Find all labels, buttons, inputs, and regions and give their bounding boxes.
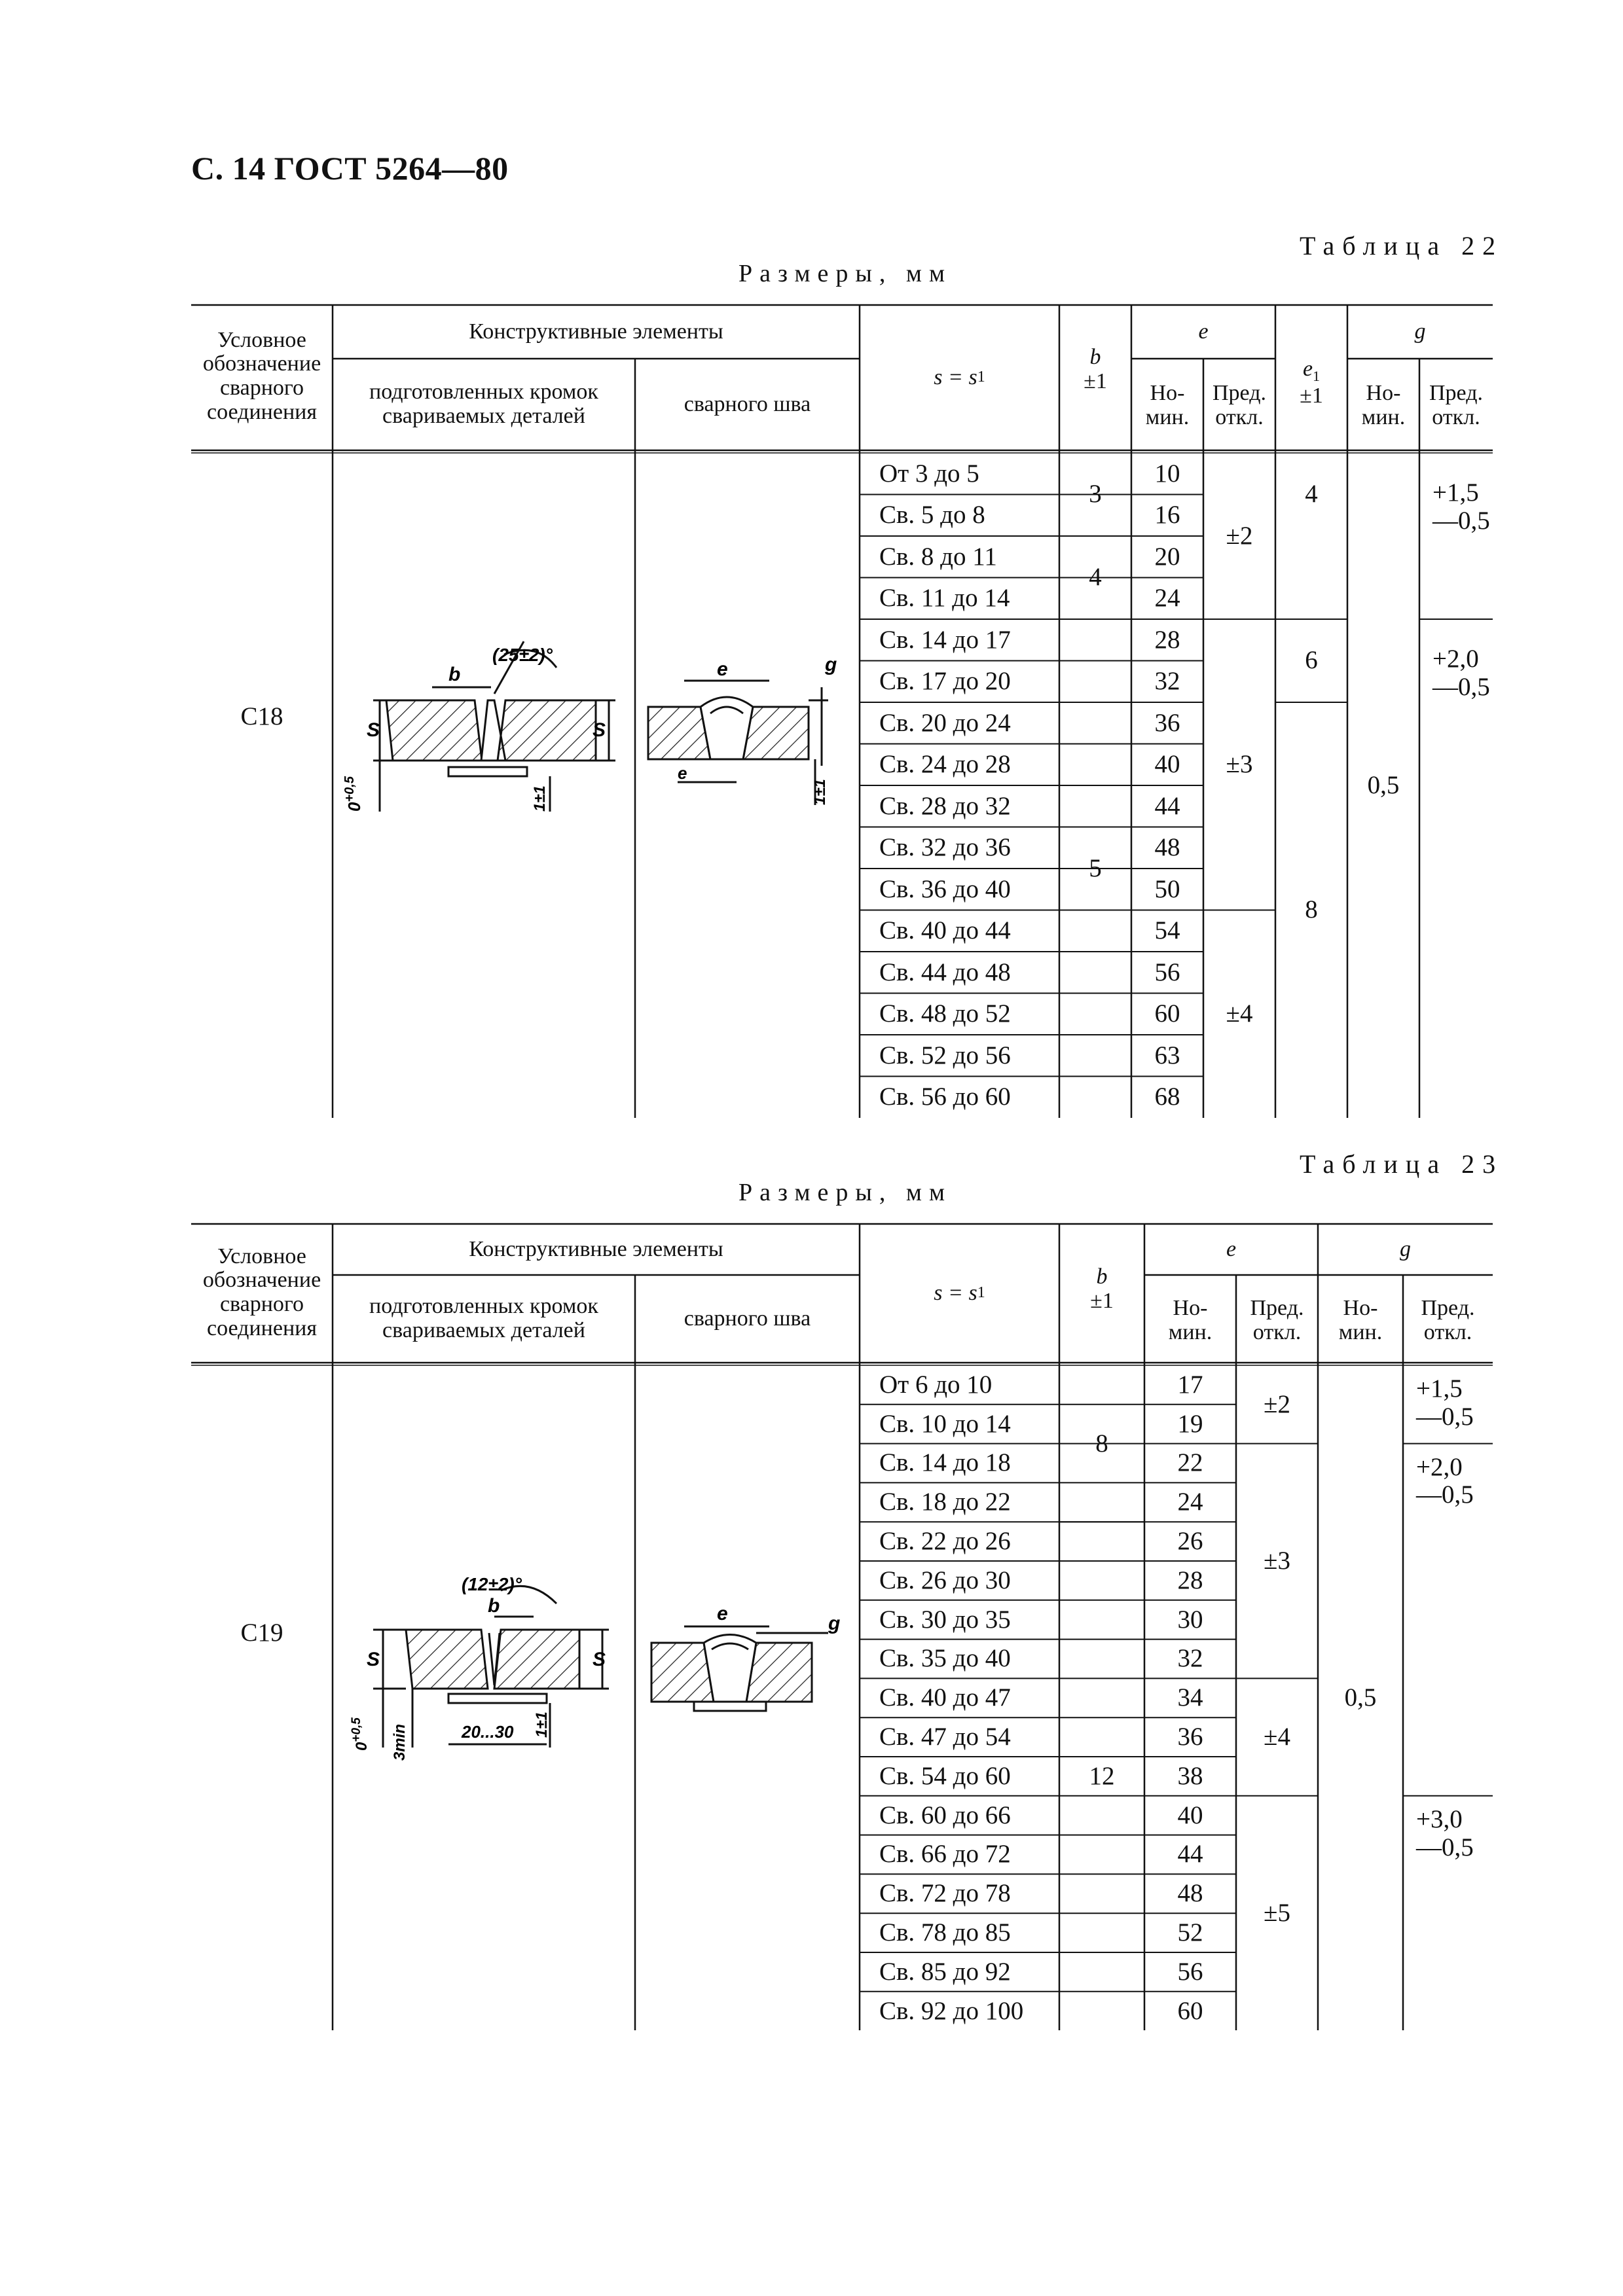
tolerance-line: +2,0 bbox=[1432, 645, 1479, 673]
b-label: b bbox=[488, 1595, 500, 1617]
constructive-header: Конструктивные элементы bbox=[469, 1236, 723, 1261]
e1-tolerance: ±1 bbox=[1300, 383, 1323, 408]
e-nominal-cell: 50 bbox=[1154, 874, 1180, 903]
e-nominal-cell: 34 bbox=[1177, 1683, 1203, 1712]
e-nominal-header bbox=[1144, 1282, 1236, 1360]
e-nominal-cell: 48 bbox=[1177, 1879, 1203, 1908]
e-deviation-cell: ±2 bbox=[1226, 521, 1253, 550]
thickness-range-cell: Св. 26 до 30 bbox=[879, 1566, 1011, 1594]
s1-label: S bbox=[593, 1649, 606, 1670]
gap-value: 0 bbox=[353, 1742, 371, 1751]
header-line: соединения bbox=[207, 1316, 317, 1340]
e-nominal-cell: 26 bbox=[1177, 1527, 1203, 1556]
e-nominal-cell: 56 bbox=[1177, 1957, 1203, 1986]
e-nominal-cell: 19 bbox=[1177, 1409, 1203, 1438]
e-header: e bbox=[1198, 319, 1209, 344]
g-header: g bbox=[1414, 319, 1426, 344]
e-deviation-cell: ±3 bbox=[1264, 1546, 1290, 1575]
constructive-header: Конструктивные элементы bbox=[469, 319, 723, 344]
thickness-range-cell: Св. 14 до 18 bbox=[879, 1448, 1011, 1477]
b-tolerance: ±1 bbox=[1090, 1289, 1114, 1313]
b-header bbox=[1059, 1247, 1144, 1332]
header-line: мин. bbox=[1168, 1320, 1213, 1344]
e-nominal-cell: 20 bbox=[1154, 542, 1180, 571]
e-deviation-cell: ±4 bbox=[1226, 999, 1253, 1028]
header-line: откл. bbox=[1252, 1320, 1302, 1344]
e-label: e bbox=[717, 658, 728, 680]
thickness-range-cell: Св. 30 до 35 bbox=[879, 1605, 1011, 1634]
thickness-range-cell: Св. 17 до 20 bbox=[879, 667, 1011, 696]
prepared-edges-header bbox=[333, 1275, 635, 1363]
angle-label: (25±2)° bbox=[492, 645, 553, 665]
header-line: мин. bbox=[1145, 405, 1190, 429]
thickness-range-cell: Св. 52 до 56 bbox=[879, 1041, 1011, 1069]
e-nominal-cell: 17 bbox=[1177, 1370, 1203, 1399]
e-nominal-cell: 24 bbox=[1154, 584, 1180, 613]
tolerance-line: —0,5 bbox=[1416, 1402, 1474, 1431]
thickness-range-cell: От 3 до 5 bbox=[879, 459, 979, 488]
header-line: обозначение bbox=[202, 1268, 321, 1293]
e-deviation-cell: ±5 bbox=[1264, 1899, 1290, 1928]
thickness-range-cell: Св. 47 до 54 bbox=[879, 1723, 1011, 1751]
header-line: мин. bbox=[1361, 405, 1406, 429]
e-nominal-cell: 40 bbox=[1177, 1801, 1203, 1829]
gap-label bbox=[350, 1717, 371, 1751]
thickness-header bbox=[860, 1224, 1059, 1363]
thickness-range-cell: Св. 28 до 32 bbox=[879, 791, 1011, 820]
header-line: Но- bbox=[1343, 1296, 1378, 1321]
g-label: g bbox=[828, 1613, 841, 1634]
thickness-range-cell: Св. 35 до 40 bbox=[879, 1644, 1011, 1673]
header-line: Пред. bbox=[1429, 381, 1483, 406]
header-line: Но- bbox=[1366, 381, 1401, 406]
e-nominal-cell: 16 bbox=[1154, 501, 1180, 529]
g-deviation-cell bbox=[1403, 1444, 1493, 1796]
b-value-cell: 5 bbox=[1089, 853, 1102, 882]
e-nominal-cell: 56 bbox=[1154, 958, 1180, 986]
e-nominal-cell: 38 bbox=[1177, 1761, 1203, 1790]
b-value-cell: 12 bbox=[1089, 1761, 1115, 1790]
e-deviation-cell: ±3 bbox=[1226, 750, 1253, 779]
thickness-range-cell: Св. 36 до 40 bbox=[879, 874, 1011, 903]
b-value-cell: 3 bbox=[1089, 480, 1102, 509]
b-value-cell: 8 bbox=[1095, 1429, 1108, 1458]
e-nominal-cell: 60 bbox=[1154, 999, 1180, 1028]
thickness-range-cell: Св. 10 до 14 bbox=[879, 1409, 1011, 1438]
tolerance-line: +3,0 bbox=[1416, 1804, 1463, 1833]
backing-thickness-label: 1±1 bbox=[531, 785, 549, 812]
thickness-range-cell: Св. 56 до 60 bbox=[879, 1083, 1011, 1111]
thickness-range-cell: Св. 85 до 92 bbox=[879, 1957, 1011, 1986]
tolerance-line: +1,5 bbox=[1416, 1374, 1463, 1403]
backing-thickness-label: 1±1 bbox=[811, 779, 829, 805]
e-deviation-cell: ±4 bbox=[1264, 1723, 1290, 1751]
e1-value-cell: 6 bbox=[1305, 646, 1318, 675]
thickness-range-cell: Св. 14 до 17 bbox=[879, 625, 1011, 654]
thickness-range-cell: Св. 32 до 36 bbox=[879, 833, 1011, 862]
thickness-range-cell: Св. 72 до 78 bbox=[879, 1879, 1011, 1908]
thickness-range-cell: Св. 24 до 28 bbox=[879, 750, 1011, 779]
e-nominal-cell: 32 bbox=[1177, 1644, 1203, 1673]
thickness-range-cell: Св. 66 до 72 bbox=[879, 1840, 1011, 1869]
table-23-label: Таблица 23 bbox=[1300, 1149, 1504, 1179]
thickness-range-cell: Св. 8 до 11 bbox=[879, 542, 997, 571]
header-line: Пред. bbox=[1421, 1296, 1475, 1321]
header-line: подготовленных кромок bbox=[369, 1294, 598, 1319]
thickness-range-cell: Св. 40 до 47 bbox=[879, 1683, 1011, 1712]
s-label: S bbox=[367, 1649, 380, 1670]
tolerance-line: —0,5 bbox=[1416, 1833, 1474, 1861]
header-line: Условное bbox=[217, 327, 306, 352]
g-header: g bbox=[1400, 1236, 1411, 1261]
g-deviation-cell bbox=[1403, 1796, 1493, 2031]
table-22-label: Таблица 22 bbox=[1300, 231, 1504, 260]
gap-tolerance: +0,5 bbox=[342, 776, 357, 802]
g-label: g bbox=[825, 654, 837, 675]
tolerance-line: +1,5 bbox=[1432, 478, 1479, 507]
thickness-range-cell: Св. 22 до 26 bbox=[879, 1527, 1011, 1556]
header-line: подготовленных кромок bbox=[369, 380, 598, 404]
header-line: сварного bbox=[219, 376, 304, 400]
header-line: Условное bbox=[217, 1244, 306, 1268]
e1-subscript: 1 bbox=[1313, 368, 1321, 385]
thickness-range-cell: Св. 54 до 60 bbox=[879, 1761, 1011, 1790]
gap-value: 0 bbox=[344, 802, 364, 812]
e-nominal-cell: 63 bbox=[1154, 1041, 1180, 1069]
b-label: b bbox=[448, 664, 461, 685]
header-line: Но- bbox=[1173, 1296, 1208, 1321]
g-nominal-cell: 0,5 bbox=[1367, 770, 1400, 799]
g-nominal-header bbox=[1318, 1282, 1403, 1360]
b-symbol: b bbox=[1089, 345, 1101, 370]
thickness-range-cell: Св. 20 до 24 bbox=[879, 708, 1011, 737]
designation-c18: С18 bbox=[240, 702, 283, 730]
b-symbol: b bbox=[1096, 1265, 1108, 1289]
e-nominal-cell: 60 bbox=[1177, 1996, 1203, 2025]
e-label: e bbox=[717, 1603, 728, 1624]
weld-seam-header: сварного шва bbox=[684, 1306, 811, 1331]
e-header: e bbox=[1226, 1236, 1237, 1261]
thickness-symbol: s = s bbox=[934, 365, 977, 389]
designation-c19: С19 bbox=[240, 1618, 283, 1647]
min-label: 3min bbox=[391, 1723, 409, 1761]
e-nominal-cell: 36 bbox=[1177, 1723, 1203, 1751]
e-nominal-cell: 44 bbox=[1177, 1840, 1203, 1869]
thickness-range-cell: Св. 5 до 8 bbox=[879, 501, 985, 529]
e-nominal-cell: 40 bbox=[1154, 750, 1180, 779]
b-tolerance: ±1 bbox=[1084, 369, 1107, 393]
e-nominal-cell: 24 bbox=[1177, 1488, 1203, 1516]
tolerance-line: —0,5 bbox=[1416, 1480, 1474, 1509]
e-deviation-header bbox=[1236, 1282, 1318, 1360]
thickness-subscript: 1 bbox=[977, 368, 985, 386]
g-deviation-cell bbox=[1403, 1365, 1493, 1444]
e-nominal-cell: 68 bbox=[1154, 1083, 1180, 1111]
c19-weld-seam-drawing bbox=[638, 1597, 861, 1754]
page-header: С. 14 ГОСТ 5264—80 bbox=[191, 150, 509, 187]
e-nominal-cell: 10 bbox=[1154, 459, 1180, 488]
header-line: свариваемых деталей bbox=[382, 1318, 585, 1342]
e1-value-cell: 8 bbox=[1305, 895, 1318, 924]
e-deviation-cell: ±2 bbox=[1264, 1390, 1290, 1418]
header-line: мин. bbox=[1338, 1320, 1383, 1344]
thickness-range-cell: От 6 до 10 bbox=[879, 1370, 993, 1399]
thickness-range-cell: Св. 92 до 100 bbox=[879, 1996, 1024, 2025]
c19-edge-preparation-drawing bbox=[334, 1551, 635, 1774]
b-value-cell: 4 bbox=[1089, 563, 1102, 592]
thickness-range-cell: Св. 44 до 48 bbox=[879, 958, 1011, 986]
g-nominal-cell: 0,5 bbox=[1344, 1683, 1377, 1712]
header-line: свариваемых деталей bbox=[382, 404, 585, 428]
header-line: откл. bbox=[1432, 405, 1480, 429]
header-line: Но- bbox=[1150, 381, 1185, 406]
e-nominal-cell: 44 bbox=[1154, 791, 1180, 820]
header-line: обозначение bbox=[202, 351, 321, 376]
thickness-symbol: s = s bbox=[934, 1280, 977, 1305]
tolerance-line: —0,5 bbox=[1432, 672, 1490, 701]
e-nominal-cell: 28 bbox=[1154, 625, 1180, 654]
e-nominal-cell: 54 bbox=[1154, 916, 1180, 945]
table-22-sizes-label: Размеры, мм bbox=[739, 260, 953, 287]
backing-thickness-label: 1±1 bbox=[533, 1712, 551, 1738]
e-nominal-cell: 30 bbox=[1177, 1605, 1203, 1634]
header-line: сварного bbox=[219, 1292, 304, 1316]
header-line: Пред. bbox=[1213, 381, 1266, 406]
thickness-range-cell: Св. 40 до 44 bbox=[879, 916, 1011, 945]
s-label: S bbox=[367, 719, 380, 741]
thickness-range-cell: Св. 18 до 22 bbox=[879, 1488, 1011, 1516]
header-line: откл. bbox=[1423, 1320, 1472, 1344]
e1-symbol: e bbox=[1302, 357, 1313, 382]
thickness-subscript: 1 bbox=[977, 1284, 985, 1302]
header-line: Пред. bbox=[1250, 1296, 1304, 1321]
tolerance-line: +2,0 bbox=[1416, 1452, 1463, 1481]
g-deviation-header bbox=[1403, 1282, 1493, 1360]
e-nominal-cell: 22 bbox=[1177, 1448, 1203, 1477]
gap-tolerance: +0,5 bbox=[350, 1717, 363, 1742]
tolerance-line: —0,5 bbox=[1432, 506, 1490, 535]
thickness-range-cell: Св. 78 до 85 bbox=[879, 1918, 1011, 1947]
thickness-range-cell: Св. 11 до 14 bbox=[879, 584, 1010, 613]
thickness-range-cell: Св. 60 до 66 bbox=[879, 1801, 1011, 1829]
header-line: откл. bbox=[1215, 405, 1264, 429]
e1-label: e bbox=[678, 763, 687, 783]
weld-seam-header: сварного шва bbox=[684, 391, 811, 416]
e-nominal-cell: 36 bbox=[1154, 708, 1180, 737]
e-nominal-cell: 52 bbox=[1177, 1918, 1203, 1947]
span-label: 20...30 bbox=[462, 1722, 514, 1742]
e-nominal-cell: 28 bbox=[1177, 1566, 1203, 1594]
e-nominal-cell: 32 bbox=[1154, 667, 1180, 696]
e1-value-cell: 4 bbox=[1305, 480, 1318, 509]
thickness-range-cell: Св. 48 до 52 bbox=[879, 999, 1011, 1028]
designation-header bbox=[191, 1237, 333, 1348]
header-line: соединения bbox=[207, 399, 317, 424]
e-nominal-cell: 48 bbox=[1154, 833, 1180, 862]
table-23-sizes-label: Размеры, мм bbox=[739, 1179, 953, 1206]
s1-label: S bbox=[593, 719, 606, 741]
angle-label: (12±2)° bbox=[462, 1574, 522, 1594]
